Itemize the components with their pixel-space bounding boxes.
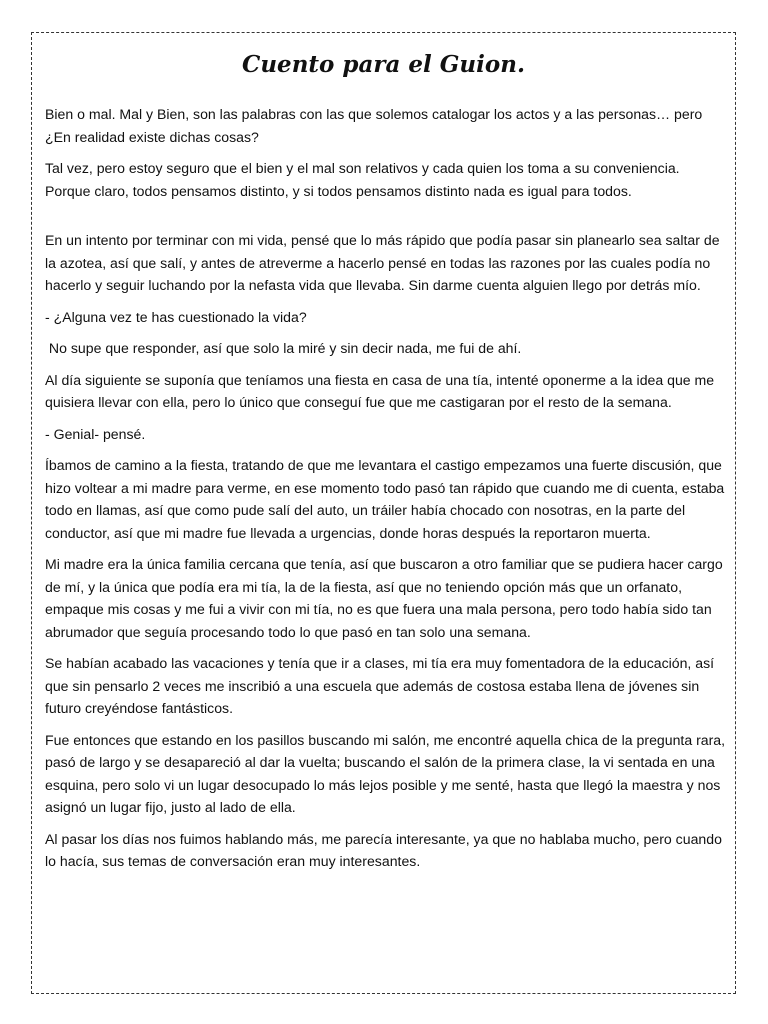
paragraph: Al día siguiente se suponía que teníamos una fiesta en casa de una tía, intenté oponerme a la idea que me quisiera llevar con ella, pero lo único que conseguí fue que me castigaran por el resto de la semana.	[45, 371, 719, 410]
paragraph: Mi madre era la única familia cercana que tenía, así que buscaron a otro familiar que se pudiera hacer cargo de mí, y la única que podía era mi tía, la de la fiesta, así que no teniendo opción más que un orfanato, empaque mis cosas y me fui a vivir con mi tía, no es que fuera una mala persona, pero todo había sido tan abrumador que seguía procesando todo lo que pasó en tan solo una semana.	[45, 556, 727, 640]
paragraph: En un intento por terminar con mi vida, pensé que lo más rápido que podía pasar sin planearlo sea saltar de la azotea, así que salí, y antes de atreverme a hacerlo pensé en todas las razones por las cuales podía no hacerlo y seguir luchando por la nefasta vida que llevaba. Sin darme cuenta alguien llego por detrás mío.	[45, 232, 724, 293]
paragraph: Se habían acabado las vacaciones y tenía que ir a clases, mi tía era muy fomentadora de la educación, así que sin pensarlo 2 veces me inscribió a una escuela que además de costosa estaba llena de jóvenes sin futuro creyéndose fantásticos.	[45, 655, 718, 716]
document-page	[31, 32, 736, 994]
paragraph: - Genial- pensé.	[45, 425, 146, 442]
document-title: Cuento para el Guion.	[242, 51, 525, 78]
paragraph: Íbamos de camino a la fiesta, tratando de que me levantara el castigo empezamos una fuerte discusión, que hizo voltear a mi madre para verme, en ese momento todo pasó tan rápido que cuando me di cuenta, estaba todo en llamas, así que como pude salí del auto, un tráiler había chocado con nosotras, en la parte del conductor, así que mi madre fue llevada a urgencias, donde horas después la reportaron muerta.	[45, 457, 729, 541]
paragraph: Bien o mal. Mal y Bien, son las palabras con las que solemos catalogar los actos y a las personas… pero ¿En realidad existe dichas cosas?	[45, 106, 707, 145]
paragraph: Fue entonces que estando en los pasillos buscando mi salón, me encontré aquella chica de la pregunta rara, pasó de largo y se desapareció al dar la vuelta; buscando el salón de la primera clase, la vi sentada en una esquina, pero solo vi un lugar desocupado lo más lejos posible y me senté, hasta que llegó la maestra y nos asignó un lugar fijo, justo al lado de ella.	[45, 731, 729, 815]
paragraph: - ¿Alguna vez te has cuestionado la vida?	[45, 308, 307, 325]
paragraph: No supe que responder, así que solo la miré y sin decir nada, me fui de ahí.	[45, 340, 522, 356]
paragraph: Al pasar los días nos fuimos hablando más, me parecía interesante, ya que no hablaba mucho, pero cuando lo hacía, sus temas de conversación eran muy interesantes.	[45, 830, 726, 869]
document-body	[45, 103, 727, 882]
paragraph: Tal vez, pero estoy seguro que el bien y el mal son relativos y cada quien los toma a su conveniencia. Porque claro, todos pensamos distinto, y si todos pensamos distinto nada es igual para todos.	[45, 160, 684, 199]
